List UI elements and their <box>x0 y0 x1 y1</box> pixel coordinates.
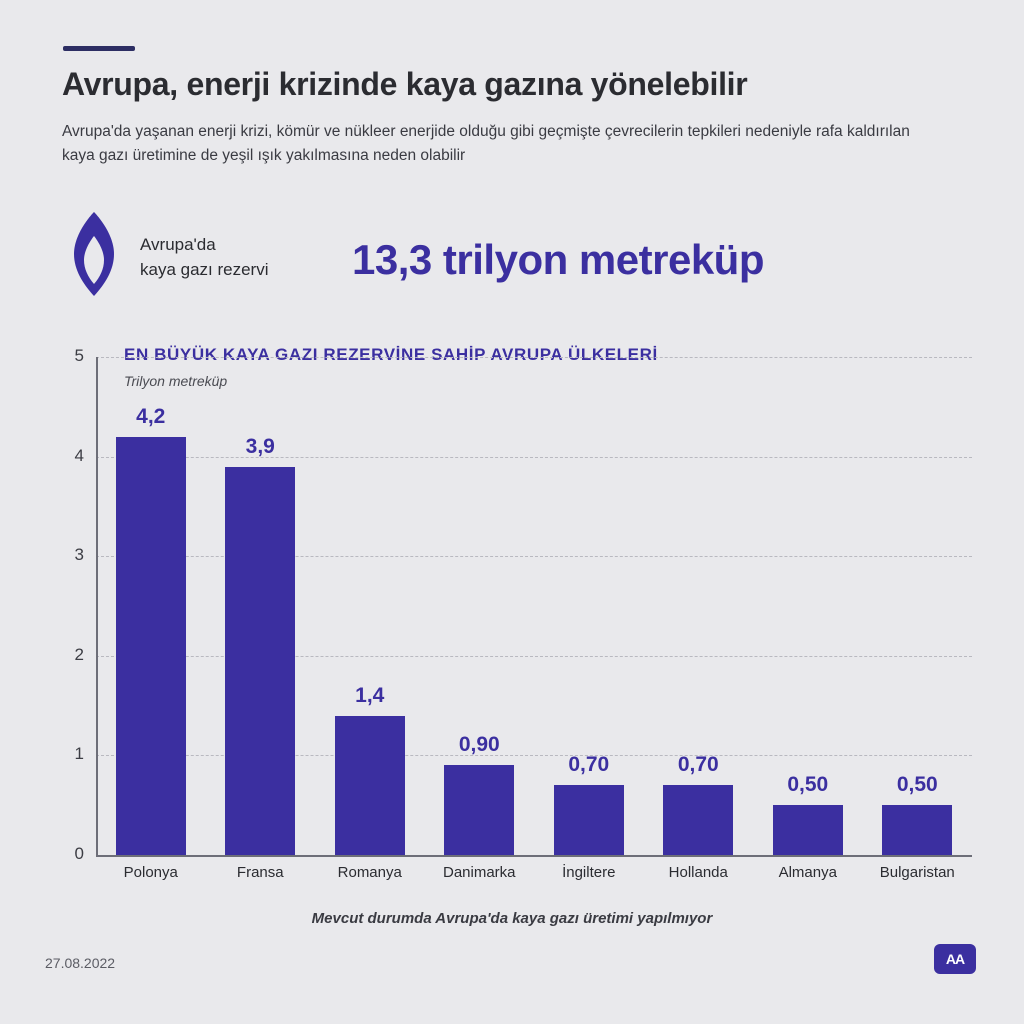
bar[interactable] <box>554 785 624 855</box>
y-tick-label: 0 <box>74 844 84 863</box>
aa-logo: AA <box>934 944 976 974</box>
reserve-label <box>140 232 350 282</box>
bar-slot <box>753 357 863 855</box>
flame-icon <box>62 210 126 298</box>
bar[interactable] <box>773 805 843 855</box>
chart-note: Mevcut durumda Avrupa'da kaya gazı üretimi yapılmıyor <box>311 910 713 927</box>
bar-slot <box>206 357 316 855</box>
bar-slot <box>425 357 535 855</box>
bar-value-label: 1,4 <box>355 683 385 707</box>
x-tick-label: Almanya <box>778 864 837 881</box>
bar-slot <box>96 357 206 855</box>
bar-value-label: 0,90 <box>458 733 500 757</box>
bar-value-label: 0,70 <box>677 753 719 777</box>
page-subtitle: Avrupa'da yaşanan enerji krizi, kömür ve nükleer enerjide olduğu gibi geçmişte çevrecilerin tepkileri nedeniyle rafa kaldırılan kaya gazı üretimine de yeşil ışık yakılmasına neden olabilir <box>62 123 910 164</box>
reserve-label-line1: Avrupa'da <box>140 235 216 254</box>
bar[interactable] <box>444 765 514 855</box>
y-tick-label: 3 <box>74 545 84 565</box>
x-tick-label: İngiltere <box>562 864 616 881</box>
reserve-label-line2: kaya gazı rezervi <box>140 260 269 279</box>
bar-slot <box>315 357 425 855</box>
bar[interactable] <box>335 716 405 855</box>
bar-value-label: 0,70 <box>568 753 610 777</box>
reserve-value: 13,3 trilyon metreküp <box>352 236 764 283</box>
y-tick-label: 2 <box>74 644 84 664</box>
y-tick-label: 5 <box>74 346 84 365</box>
y-tick-label: 4 <box>74 445 84 465</box>
y-tick-label: 1 <box>74 744 84 764</box>
bar[interactable] <box>225 467 295 855</box>
title-rule <box>63 46 135 51</box>
chart-title: EN BÜYÜK KAYA GAZI REZERVİNE SAHİP AVRUPA ÜLKELERİ <box>124 345 658 364</box>
x-tick-label: Danimarka <box>442 864 516 881</box>
bar-slot <box>534 357 644 855</box>
x-tick-label: Romanya <box>337 864 402 881</box>
x-tick-label: Hollanda <box>668 864 728 881</box>
bar-slot <box>863 357 973 855</box>
publish-date: 27.08.2022 <box>45 955 116 971</box>
x-tick-label: Fransa <box>236 864 284 881</box>
bar-slot <box>644 357 754 855</box>
x-tick-label: Bulgaristan <box>879 864 955 881</box>
page-title: Avrupa, enerji krizinde kaya gazına yönelebilir <box>62 66 748 102</box>
bar-value-label: 0,50 <box>787 773 829 797</box>
bar[interactable] <box>116 437 186 855</box>
x-tick-label: Polonya <box>123 864 178 881</box>
bar[interactable] <box>882 805 952 855</box>
bar-value-label: 3,9 <box>245 434 275 458</box>
chart-subtitle: Trilyon metreküp <box>124 373 228 389</box>
bar[interactable] <box>663 785 733 855</box>
chart-x-axis <box>96 855 972 857</box>
bar-value-label: 4,2 <box>136 404 166 428</box>
chart-bars <box>96 357 972 855</box>
bar-value-label: 0,50 <box>896 773 938 797</box>
